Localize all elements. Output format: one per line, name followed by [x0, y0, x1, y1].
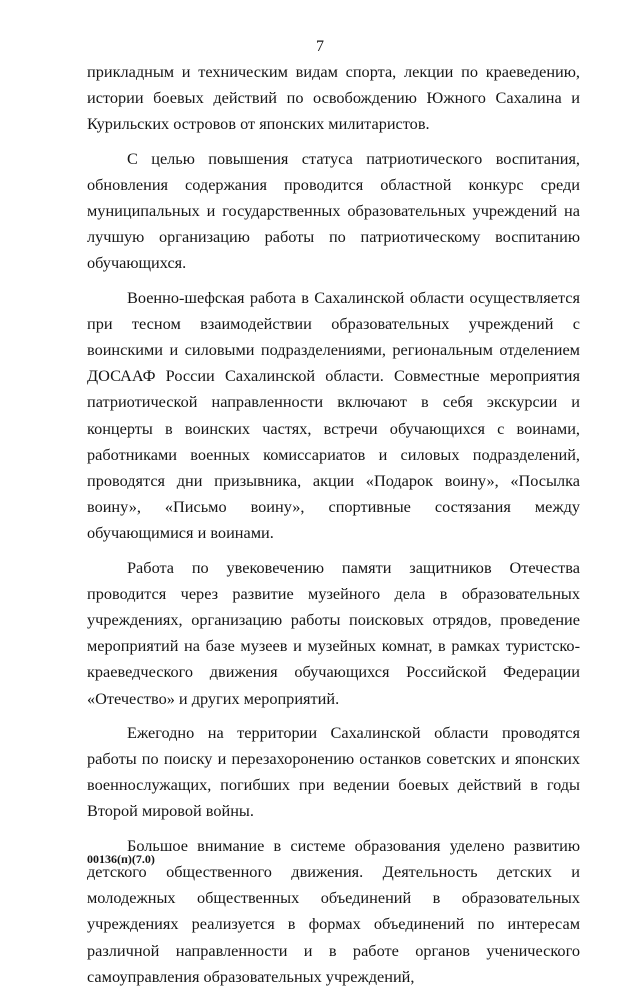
paragraph-reburial: Ежегодно на территории Сахалинской области проводятся работы по поиску и перезахоронению останков советских и японских военнослужащих, погибших при ведении боевых действий в годы Второй мировой войны.	[87, 722, 580, 821]
page-number: 7	[316, 38, 324, 55]
paragraph-continuation: прикладным и техническим видам спорта, лекции по краеведению, истории боевых действий по освобождению Южного Сахалина и Курильских островов от японских милитаристов.	[87, 62, 580, 134]
document-code: 00136(п)(7.0)	[87, 852, 155, 866]
paragraph-competition: С целью повышения статуса патриотического воспитания, обновления содержания проводится областной конкурс среди муниципальных и государственных образовательных учреждений на лучшую организацию работы по патриотическому воспитанию обучающихся.	[87, 148, 580, 273]
paragraph-memory: Работа по увековечению памяти защитников Отечества проводится через развитие музейного дела в образовательных учреждениях, организацию работы поисковых отрядов, проведение мероприятий на базе музеев и музейных комнат, в рамках туристско-краеведческого движения обучающихся Российской Федерации «Отечество» и других мероприятий.	[87, 557, 580, 708]
paragraph-youth-movement: Большое внимание в системе образования уделено развитию детского общественного движения. Деятельность детских и молодежных общественных объединений в образовательных учреждениях реализуется в формах объединений по интересам различной направленности и в работе органов ученического самоуправления образовательных учреждений,	[87, 835, 580, 986]
document-body	[87, 59, 580, 998]
paragraph-military-patronage: Военно-шефская работа в Сахалинской области осуществляется при тесном взаимодействии образовательных учреждений с воинскими и силовыми подразделениями, региональным отделением ДОСААФ России Сахалинской области. Совместные мероприятия патриотической направленности включают в себя экскурсии и концерты в воинских частях, встречи обучающихся с воинами, работниками военных комиссариатов и силовых подразделений, проводятся дни призывника, акции «Подарок воину», «Посылка воину», «Письмо воину», спортивные состязания между обучающимися и воинами.	[87, 287, 580, 543]
